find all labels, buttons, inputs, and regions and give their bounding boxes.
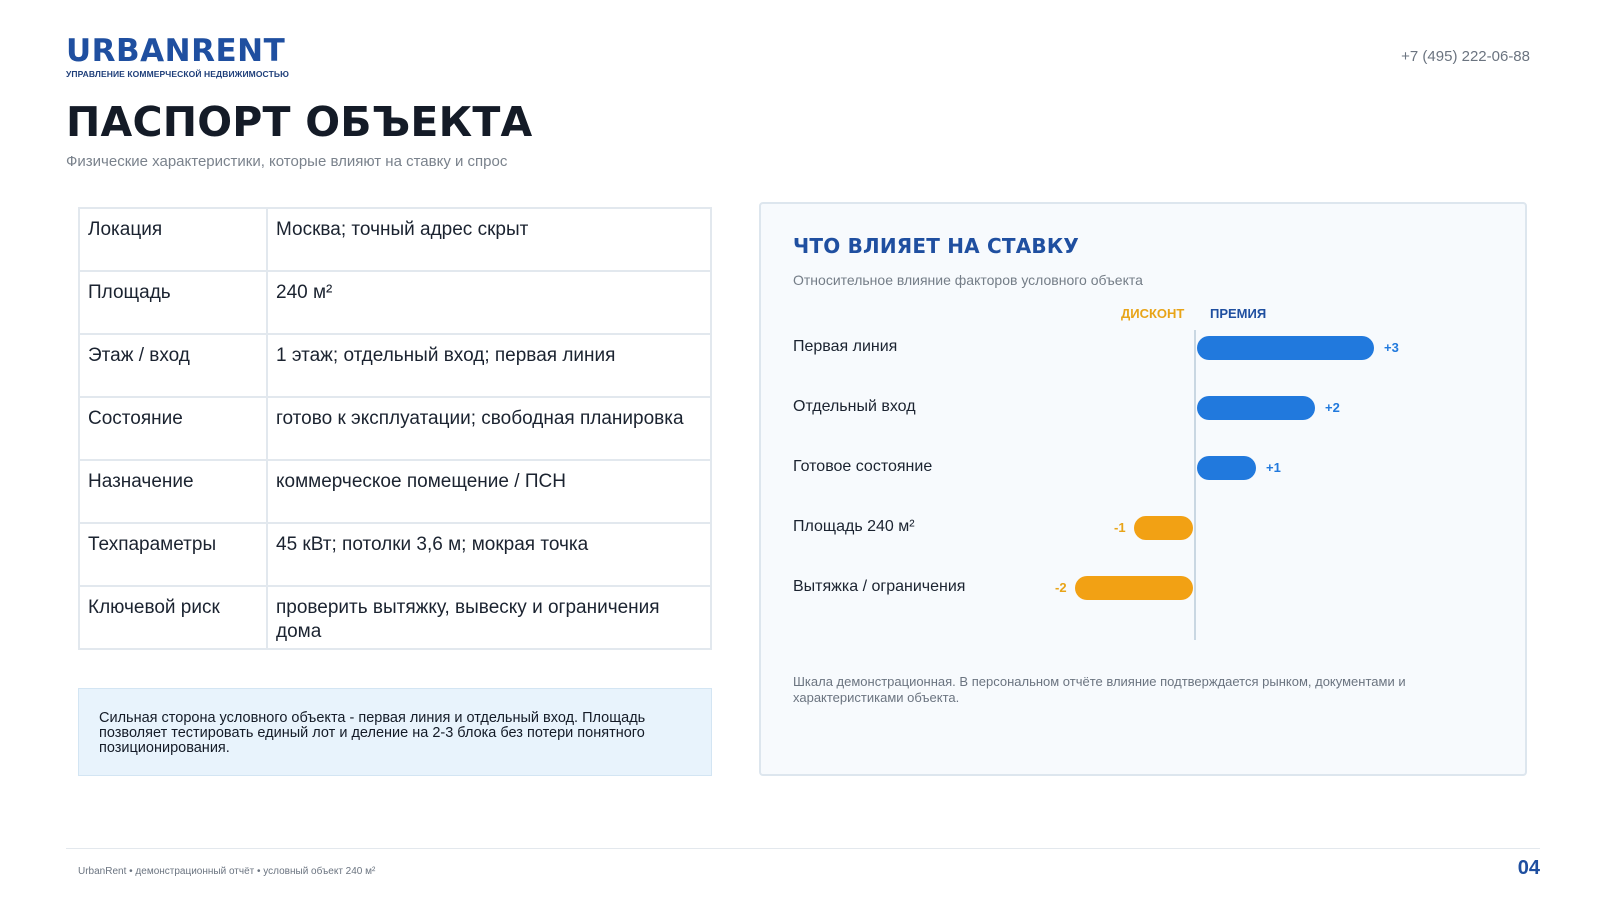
table-row [79, 397, 711, 460]
row-value: 45 кВт; потолки 3,6 м; мокрая точка [267, 523, 711, 586]
table-row [79, 334, 711, 397]
panel-title: ЧТО ВЛИЯЕТ НА СТАВКУ [793, 234, 1080, 258]
factor-value-label: +2 [1325, 400, 1340, 415]
footer-text: UrbanRent • демонстрационный отчёт • условный объект 240 м² [78, 866, 376, 877]
row-value: готово к эксплуатации; свободная планировка [267, 397, 711, 460]
factor-label: Готовое состояние [793, 458, 933, 475]
table-row [79, 460, 711, 523]
passport-table [78, 207, 712, 650]
logo-wordmark: URBANRENT [66, 33, 286, 69]
factor-label: Первая линия [793, 338, 898, 355]
table-row [79, 271, 711, 334]
factor-bar [1075, 576, 1193, 600]
chart-zero-axis [1194, 330, 1196, 640]
factor-value-label: -1 [1114, 520, 1126, 535]
factor-bar [1197, 396, 1315, 420]
note-box: Сильная сторона условного объекта - первая линия и отдельный вход. Площадь позволяет тестировать единый лот и деление на 2-3 блока без потери понятного позиционирования. [78, 688, 712, 776]
factor-label: Вытяжка / ограничения [793, 578, 966, 595]
legend-discount: ДИСКОНТ [1121, 306, 1185, 321]
page-title: ПАСПОРТ ОБЪЕКТА [66, 98, 533, 146]
row-value: 1 этаж; отдельный вход; первая линия [267, 334, 711, 397]
row-key: Этаж / вход [79, 334, 267, 397]
row-value: коммерческое помещение / ПСН [267, 460, 711, 523]
logo-tagline: УПРАВЛЕНИЕ КОММЕРЧЕСКОЙ НЕДВИЖИМОСТЬЮ [66, 69, 289, 79]
row-key: Площадь [79, 271, 267, 334]
footer-divider [66, 848, 1540, 849]
factor-value-label: +1 [1266, 460, 1281, 475]
factor-value-label: +3 [1384, 340, 1399, 355]
row-value: Москва; точный адрес скрыт [267, 208, 711, 271]
legend-premium: ПРЕМИЯ [1210, 306, 1267, 321]
row-key: Назначение [79, 460, 267, 523]
factor-label: Отдельный вход [793, 398, 916, 415]
factor-label: Площадь 240 м² [793, 518, 915, 535]
rate-factors-panel [759, 202, 1527, 776]
table-row [79, 586, 711, 649]
row-key: Ключевой риск [79, 586, 267, 649]
panel-subtitle: Относительное влияние факторов условного объекта [793, 272, 1143, 288]
row-key: Техпараметры [79, 523, 267, 586]
page-number: 04 [1517, 857, 1540, 879]
logo [66, 34, 289, 79]
row-value: проверить вытяжку, вывеску и ограничения дома [267, 586, 711, 649]
factor-bar [1134, 516, 1193, 540]
factor-value-label: -2 [1055, 580, 1067, 595]
table-row [79, 523, 711, 586]
factor-bar [1197, 336, 1374, 360]
row-key: Локация [79, 208, 267, 271]
table-row [79, 208, 711, 271]
factor-bar [1197, 456, 1256, 480]
row-key: Состояние [79, 397, 267, 460]
phone-number[interactable]: +7 (495) 222-06-88 [1401, 48, 1530, 65]
panel-note: Шкала демонстрационная. В персональном отчёте влияние подтверждается рынком, документами и характеристиками объекта. [793, 674, 1406, 705]
page-subtitle: Физические характеристики, которые влияют на ставку и спрос [66, 153, 508, 170]
row-value: 240 м² [267, 271, 711, 334]
